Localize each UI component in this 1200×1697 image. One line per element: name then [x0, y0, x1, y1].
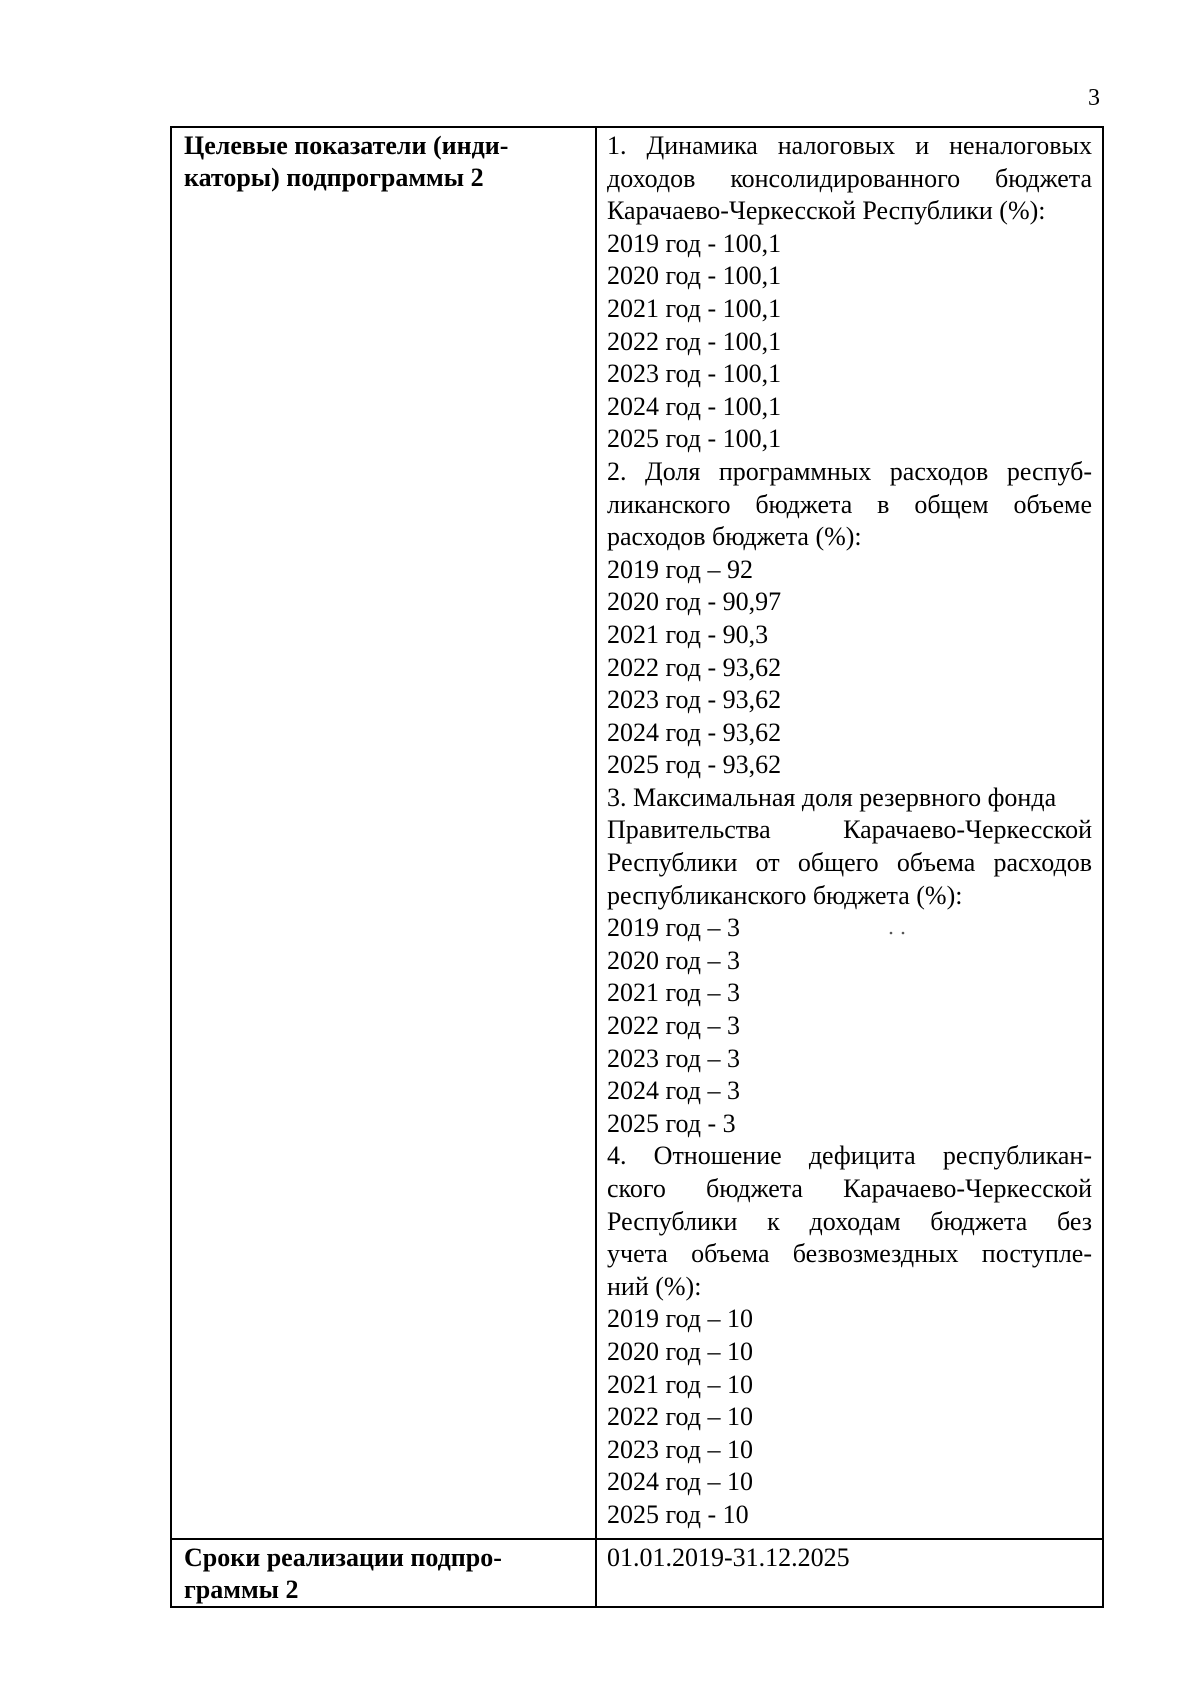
indicator-year-value: 2025 год - 100,1	[607, 424, 782, 454]
indicator-title-line: Республики от общего объема расходов	[607, 848, 1092, 878]
indicator-year-value: 2025 год - 3	[607, 1108, 736, 1138]
implementation-period-value: 01.01.2019-31.12.2025	[607, 1543, 850, 1572]
indicator-year-value: 2023 год – 3	[607, 1043, 740, 1073]
indicator-title-line: ского бюджета Карачаево-Черкесской	[607, 1174, 1092, 1203]
indicator-year-value: 2021 год - 100,1	[607, 293, 782, 323]
indicator-year-value: 2019 год - 100,1	[607, 228, 782, 258]
indicator-title-line: Республики к доходам бюджета без	[607, 1206, 1092, 1236]
indicator-block	[607, 782, 1092, 1141]
indicator-title-line: учета объема безвозмездных поступле-	[607, 1239, 1092, 1269]
indicator-title-line: 1. Динамика налоговых и неналоговых	[607, 131, 1092, 160]
scan-speck	[888, 930, 908, 936]
indicator-title-line: расходов бюджета (%):	[607, 522, 862, 552]
indicator-year-value: 2022 год – 10	[607, 1402, 753, 1432]
indicator-year-value: 2024 год – 10	[607, 1467, 753, 1497]
indicator-title-line: ликанского бюджета в общем объеме	[607, 489, 1092, 519]
row-label-line: Сроки реализации подпро-	[184, 1543, 502, 1572]
value-cell-implementation-period	[596, 1539, 1103, 1607]
subprogram-passport-table	[170, 126, 1104, 1608]
indicator-year-value: 2021 год – 10	[607, 1369, 753, 1399]
page-number: 3	[1088, 85, 1100, 111]
label-cell-implementation-period	[171, 1539, 596, 1607]
indicator-block	[607, 456, 1092, 782]
indicator-title-line: республиканского бюджета (%):	[607, 880, 963, 910]
indicator-title-line: 2. Доля программных расходов респуб-	[607, 456, 1092, 486]
indicator-year-value: 2023 год - 100,1	[607, 359, 782, 389]
row-label-line: Целевые показатели (инди-	[184, 131, 509, 160]
indicator-title-line: доходов консолидированного бюджета	[607, 163, 1092, 193]
indicator-year-value: 2024 год - 100,1	[607, 391, 782, 421]
indicator-block	[607, 130, 1092, 456]
indicator-title-line: Карачаево-Черкесской Республики (%):	[607, 196, 1046, 226]
table-row-implementation-period	[171, 1539, 1103, 1607]
indicator-year-value: 2023 год – 10	[607, 1434, 753, 1464]
indicator-year-value: 2024 год – 3	[607, 1076, 740, 1106]
indicator-year-value: 2020 год - 100,1	[607, 261, 782, 291]
indicator-title-line: ний (%):	[607, 1271, 702, 1301]
row-label-line: граммы 2	[184, 1575, 299, 1604]
indicator-year-value: 2023 год - 93,62	[607, 685, 782, 715]
indicator-year-value: 2024 год - 93,62	[607, 717, 782, 747]
indicator-year-value: 2019 год – 92	[607, 554, 753, 584]
indicator-year-value: 2021 год – 3	[607, 978, 740, 1008]
indicator-year-value: 2020 год – 3	[607, 945, 740, 975]
row-label-line: каторы) подпрограммы 2	[184, 163, 484, 192]
indicator-block	[607, 1140, 1092, 1531]
indicator-title-line: Правительства Карачаево-Черкесской	[607, 815, 1092, 845]
value-cell-target-indicators	[596, 127, 1103, 1539]
indicator-year-value: 2022 год - 100,1	[607, 326, 782, 356]
row-label	[184, 1542, 589, 1606]
indicator-year-value: 2020 год – 10	[607, 1336, 753, 1366]
indicator-title-line: 3. Максимальная доля резервного фонда	[607, 782, 1057, 812]
indicator-year-value: 2025 год - 10	[607, 1499, 749, 1529]
indicator-year-value: 2025 год - 93,62	[607, 750, 782, 780]
indicator-year-value: 2022 год – 3	[607, 1011, 740, 1041]
label-cell-target-indicators	[171, 127, 596, 1539]
table-row-target-indicators	[171, 127, 1103, 1539]
indicator-year-value: 2022 год - 93,62	[607, 652, 782, 682]
indicator-year-value: 2021 год - 90,3	[607, 619, 769, 649]
indicator-year-value: 2019 год – 3	[607, 913, 740, 943]
row-label	[184, 130, 589, 194]
indicator-title-line: 4. Отношение дефицита республикан-	[607, 1141, 1092, 1171]
indicator-year-value: 2019 год – 10	[607, 1304, 753, 1334]
indicator-year-value: 2020 год - 90,97	[607, 587, 782, 617]
